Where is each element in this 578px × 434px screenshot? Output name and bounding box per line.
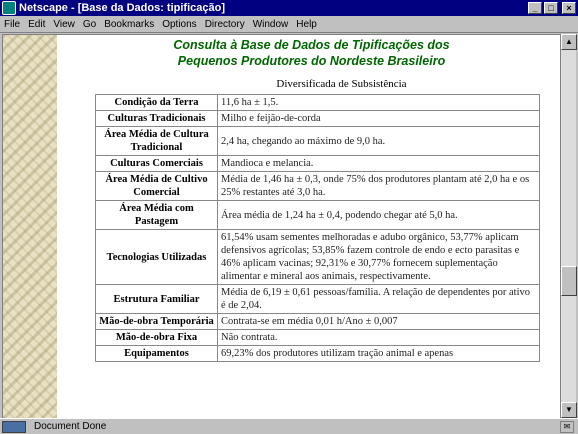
menu-bookmarks[interactable]: Bookmarks [104, 18, 155, 30]
table-row [96, 330, 540, 346]
table-row [96, 230, 540, 285]
row-label: Área Média com Pastagem [96, 201, 218, 230]
row-value: 11,6 ha ± 1,5. [218, 95, 540, 111]
menu-help[interactable]: Help [296, 18, 317, 30]
menu-directory[interactable]: Directory [204, 18, 245, 30]
typology-label: Diversificada de Subsistência [276, 78, 407, 90]
title-bar [0, 0, 578, 16]
table-row [96, 127, 540, 156]
table-row [96, 111, 540, 127]
security-key-icon[interactable] [2, 421, 26, 433]
status-bar [0, 418, 578, 434]
row-label: Estrutura Familiar [96, 285, 218, 314]
row-value: 2,4 ha, chegando ao máximo de 9,0 ha. [218, 127, 540, 156]
page-title [69, 37, 554, 69]
row-value: Milho e feijão-de-corda [218, 111, 540, 127]
scroll-thumb[interactable] [561, 266, 577, 296]
row-label: Culturas Tradicionais [96, 111, 218, 127]
background-texture-strip [3, 35, 57, 418]
table-row [96, 172, 540, 201]
row-label: Área Média de Cultura Tradicional [96, 127, 218, 156]
row-value: Contrata-se em média 0,01 h/Ano ± 0,007 [218, 314, 540, 330]
row-label: Área Média de Cultivo Comercial [96, 172, 218, 201]
menu-file[interactable]: File [4, 18, 21, 30]
row-value: 61,54% usam sementes melhoradas e adubo orgânico, 53,77% aplicam defensivos agrícolas; 53,85% fazem controle de endo e ecto parasitas e 46% aplicam vacinas; 92,31% e 30,77% fornecem suplementação alimentar e mineral aos animais, respectivamente. [218, 230, 540, 285]
row-label: Equipamentos [96, 346, 218, 362]
row-value: Mandioca e melancia. [218, 156, 540, 172]
row-label: Culturas Comerciais [96, 156, 218, 172]
menu-bar [0, 16, 578, 33]
table-row [96, 201, 540, 230]
minimize-button[interactable]: _ [528, 2, 542, 14]
window-title: Netscape - [Base da Dados: tipificação] [19, 2, 226, 14]
menu-go[interactable]: Go [82, 18, 97, 30]
typology-table [95, 94, 540, 362]
row-label: Condição da Terra [96, 95, 218, 111]
row-label: Mão-de-obra Temporária [96, 314, 218, 330]
maximize-button[interactable]: □ [544, 2, 558, 14]
table-row [96, 285, 540, 314]
status-text: Document Done [34, 421, 107, 432]
row-value: Não contrata. [218, 330, 540, 346]
row-value: Área média de 1,24 ha ± 0,4, podendo chegar até 5,0 ha. [218, 201, 540, 230]
page-viewport[interactable] [2, 34, 560, 418]
table-row [96, 156, 540, 172]
table-row [96, 314, 540, 330]
row-value: 69,23% dos produtores utilizam tração animal e apenas [218, 346, 540, 362]
menu-window[interactable]: Window [252, 18, 289, 30]
mail-icon[interactable]: ✉ [560, 421, 574, 433]
row-label: Tecnologias Utilizadas [96, 230, 218, 285]
table-row [96, 95, 540, 111]
row-label: Mão-de-obra Fixa [96, 330, 218, 346]
table-row [96, 346, 540, 362]
row-value: Média de 6,19 ± 0,61 pessoas/família. A relação de dependentes por ativo é de 2,04. [218, 285, 540, 314]
page-title-line-1: Consulta à Base de Dados de Tipificações dos [173, 38, 450, 52]
row-value: Média de 1,46 ha ± 0,3, onde 75% dos produtores plantam até 2,0 ha e os 25% restantes até 3,0 ha. [218, 172, 540, 201]
menu-edit[interactable]: Edit [28, 18, 46, 30]
scroll-up-arrow-icon[interactable]: ▲ [561, 34, 577, 50]
close-button[interactable]: × [562, 2, 576, 14]
menu-options[interactable]: Options [162, 18, 197, 30]
netscape-app-icon[interactable] [2, 1, 16, 15]
page-title-line-2: Pequenos Produtores do Nordeste Brasileiro [177, 54, 446, 68]
scroll-down-arrow-icon[interactable]: ▼ [561, 402, 577, 418]
menu-view[interactable]: View [53, 18, 75, 30]
vertical-scrollbar[interactable] [560, 34, 576, 418]
page-content [69, 35, 554, 362]
